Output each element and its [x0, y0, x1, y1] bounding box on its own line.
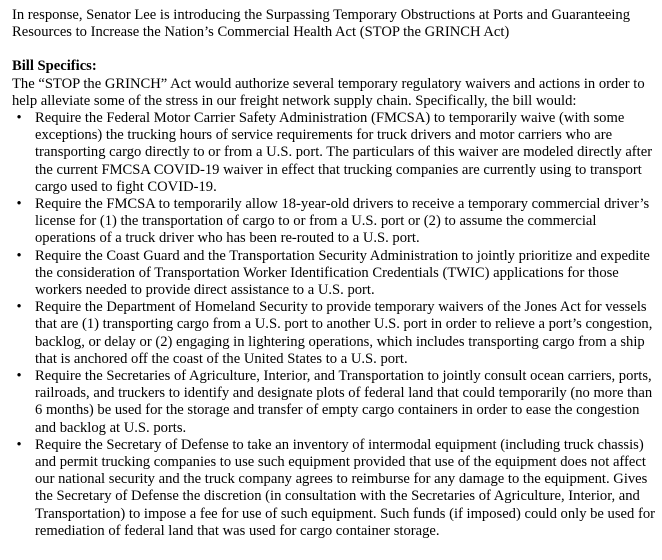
bullet-icon: •: [16, 247, 22, 264]
bullet-icon: •: [16, 110, 22, 127]
bullet-icon: •: [16, 299, 22, 316]
list-item-text: Require the FMCSA to temporarily allow 18-year-old drivers to receive a temporary commercial driver’s license for (1) the transportation of cargo to or from a U.S. port or (2) to assume the commercial operations of a truck driver who has been re-routed to a U.S. port.: [35, 196, 650, 247]
section-heading: Bill Specifics:: [12, 58, 97, 75]
list-item-text: Require the Coast Guard and the Transportation Security Administration to jointly prioritize and expedite the consideration of Transportation Worker Identification Credentials (TWIC) applications for those workers needed to provide direct assistance to a U.S. port.: [35, 247, 650, 299]
list-item: [12, 368, 656, 437]
intro-paragraph: In response, Senator Lee is introducing the Surpassing Temporary Obstructions at Ports and Guaranteeing Resources to Increase the Nation’s Commercial Health Act (STOP the GRINCH Act): [12, 7, 630, 41]
lead-paragraph: The “STOP the GRINCH” Act would authorize several temporary regulatory waivers and actions in order to help alleviate some of the stress in our freight network supply chain. Specifically, the bill would:: [12, 75, 645, 109]
list-item: [12, 110, 656, 196]
list-item: [12, 196, 656, 248]
list-item-text: Require the Federal Motor Carrier Safety Administration (FMCSA) to temporarily waive (with some exceptions) the trucking hours of service requirements for truck drivers and motor carriers who are transporting cargo directly to or from a U.S. port. The particulars of this waiver are modeled directly after the current FMCSA COVID-19 waiver in effect that trucking companies are currently using to transport cargo used to fight COVID-19.: [35, 110, 653, 195]
bullet-icon: •: [16, 436, 22, 453]
list-item-text: Require the Secretaries of Agriculture, Interior, and Transportation to jointly consult ocean carriers, ports, railroads, and truckers to identify and designate plots of federal land that could temporarily (no more than 6 months) be used for the storage and transfer of empty cargo containers in order to ease the congestion and backlog at U.S. ports.: [35, 368, 653, 436]
bullet-icon: •: [16, 368, 22, 385]
list-item-text: Require the Secretary of Defense to take an inventory of intermodal equipment (including truck chassis) and permit trucking companies to use such equipment provided that use of the equipment does not affect our national security and the truck company agrees to reimburse for any damage to the equipment. Gives the Secretary of Defense the discretion (in consultation with the Secretaries of Agriculture, Interior, and Transportation) to impose a fee for use of such equipment. Such funds (if imposed) could only be used for remediation of federal land that was used for cargo container storage.: [35, 436, 655, 539]
list-item: [12, 437, 656, 540]
document-page: [12, 7, 656, 540]
bullet-icon: •: [16, 196, 22, 213]
list-item: [12, 299, 656, 368]
list-item: [12, 248, 656, 300]
list-item-text: Require the Department of Homeland Security to provide temporary waivers of the Jones Act for vessels that are (1) transporting cargo from a U.S. port to another U.S. port in order to relieve a port’s congestion, backlog, or delay or (2) engaging in lightering operations, which includes transporting cargo from a ship that is anchored off the coast of the United States to a U.S. port.: [35, 299, 653, 367]
bill-provisions-list: [12, 110, 656, 540]
